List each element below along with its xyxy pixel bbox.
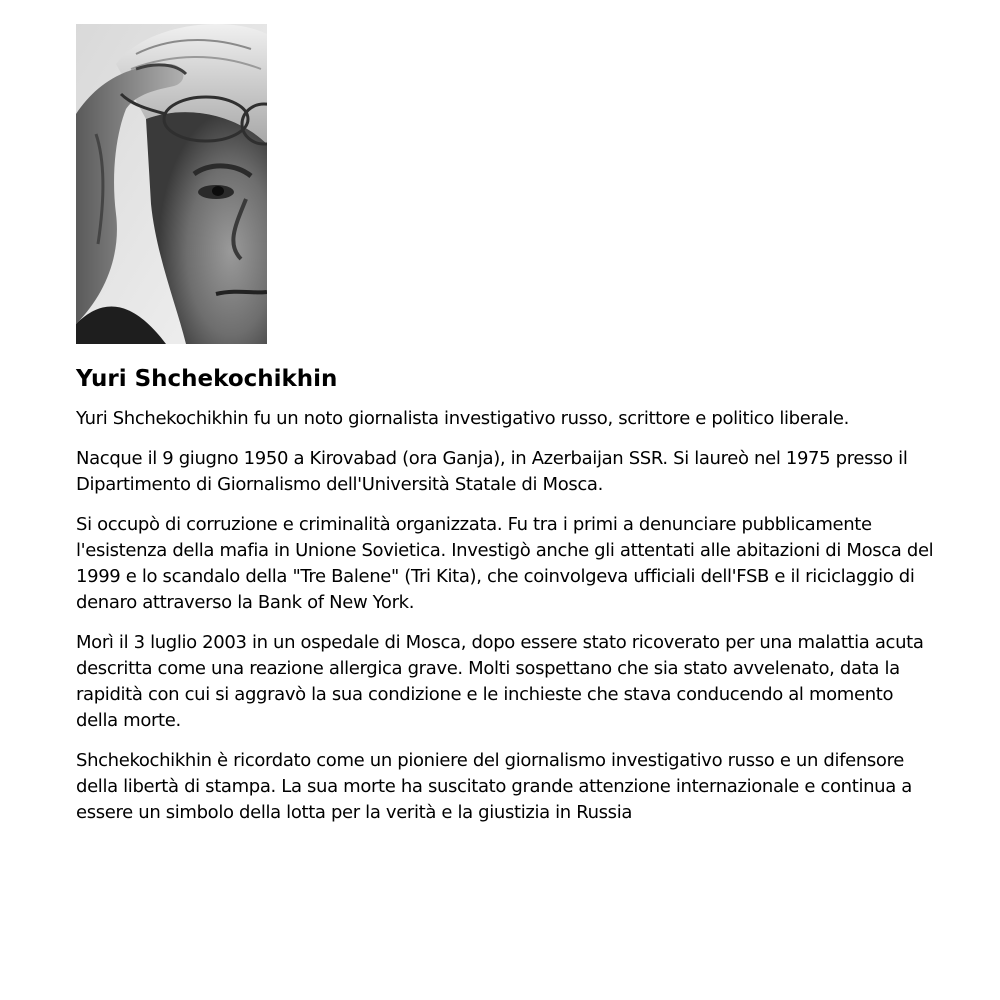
article-paragraph-2: Nacque il 9 giugno 1950 a Kirovabad (ora Ganja), in Azerbaijan SSR. Si laureò nel 1975 presso il Dipartimento di Giornalismo dell'Università Statale di Mosca. — [76, 448, 908, 495]
article-paragraph-5: Shchekochikhin è ricordato come un pioniere del giornalismo investigativo russo e un difensore della libertà di stampa. La sua morte ha suscitato grande attenzione internazionale e continua a essere un simbolo della lotta per la verità e la giustizia in Russia — [76, 750, 912, 823]
article-paragraph-1: Yuri Shchekochikhin fu un noto giornalista investigativo russo, scrittore e politico liberale. — [76, 408, 849, 429]
article — [76, 24, 936, 840]
portrait-illustration — [76, 24, 267, 344]
article-title: Yuri Shchekochikhin — [76, 366, 338, 392]
article-paragraph-4: Morì il 3 luglio 2003 in un ospedale di Mosca, dopo essere stato ricoverato per una malattia acuta descritta come una reazione allergica grave. Molti sospettano che sia stato avvelenato, data la rapidità con cui si aggravò la sua condizione e le inchieste che stava conducendo al momento della morte. — [76, 632, 924, 731]
portrait-photo — [76, 24, 267, 344]
article-paragraph-3: Si occupò di corruzione e criminalità organizzata. Fu tra i primi a denunciare pubblicamente l'esistenza della mafia in Unione Sovietica. Investigò anche gli attentati alle abitazioni di Mosca del 1999 e lo scandalo della "Tre Balene" (Tri Kita), che coinvolgeva ufficiali dell'FSB e il riciclaggio di denaro attraverso la Bank of New York. — [76, 514, 934, 613]
